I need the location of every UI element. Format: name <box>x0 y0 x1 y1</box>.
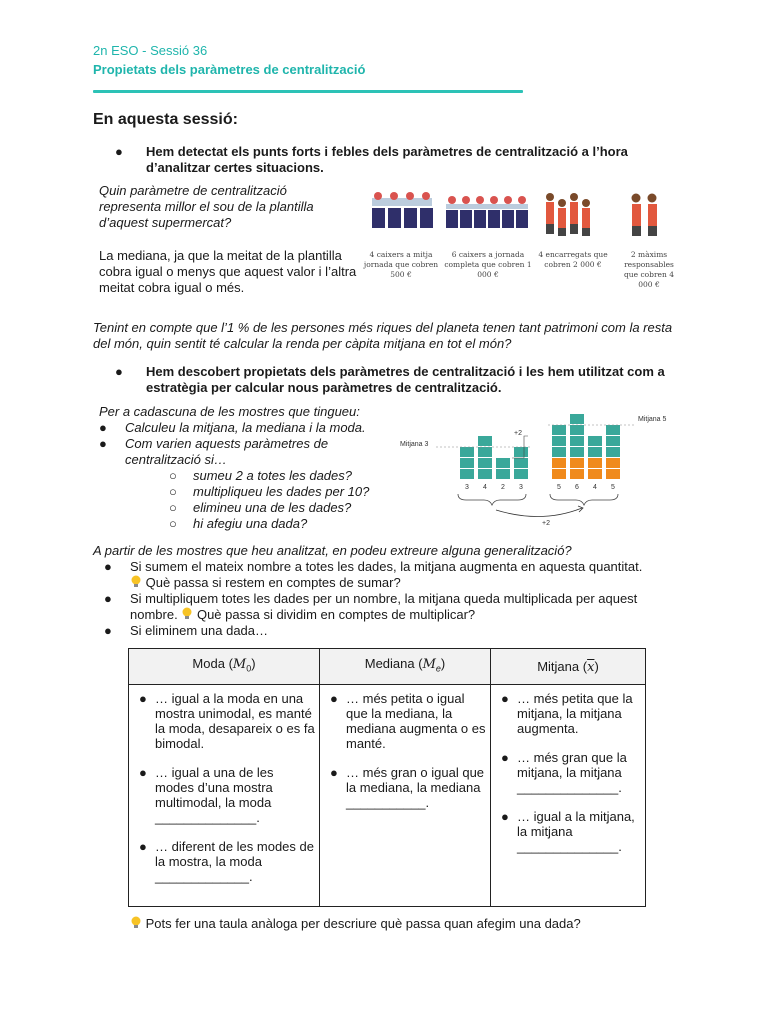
tick-label: 2 <box>501 484 505 491</box>
bullet-dot: ● <box>104 623 112 638</box>
lightbulb-icon <box>130 916 142 930</box>
centralization-table <box>128 648 646 907</box>
bullet-dot: ● <box>139 691 147 706</box>
list-item <box>495 750 641 795</box>
bar-segment <box>514 458 528 468</box>
generalization-item <box>104 559 644 591</box>
table-cell-mean <box>491 685 646 907</box>
samples-subitem <box>99 500 399 516</box>
circle-bullet: ○ <box>169 500 177 515</box>
bar-segment <box>588 458 602 468</box>
bullet-dot: ● <box>104 591 112 606</box>
bullet-item-detected <box>93 144 673 176</box>
bar-segment <box>606 436 620 446</box>
generalization-tip: Què passa si dividim en comptes de multiplicar? <box>196 607 476 622</box>
cell-text: … igual a una de les modes d’una mostra multimodal, la moda ______________. <box>155 765 274 825</box>
cell-text: … igual a la moda en una mostra unimodal, es manté la moda, desapareix o es fa bimodal. <box>155 691 315 751</box>
workers-illustration <box>360 188 680 298</box>
bar-segment <box>478 447 492 457</box>
bar-segment <box>570 436 584 446</box>
generalization-statement: Si sumem el mateix nombre a totes les dades, la mitjana augmenta en aquesta quantitat. <box>130 559 643 574</box>
question-world-income: Tenint en compte que l’1 % de les persones més riques del planeta tenen tant patrimoni com la resta del món, quin sentit té calcular la renda per càpita mitjana en tot el món? <box>93 320 673 351</box>
samples-subitem-text: hi afegiu una dada? <box>193 516 308 531</box>
bar-segment <box>478 436 492 446</box>
list-item <box>133 691 315 751</box>
table-row <box>129 685 646 907</box>
bullet-text: Hem descobert propietats dels paràmetres de centralització i les hem utilitzat com a estratègia per calcular nous paràmetres de centralització. <box>146 364 665 395</box>
bar-segment <box>570 447 584 457</box>
final-tip <box>130 916 581 931</box>
cashiers-part-time-figure <box>372 192 433 228</box>
bullet-dot: ● <box>330 765 338 780</box>
caption-managers: 4 encarregats que cobren 2 000 € <box>538 250 608 269</box>
table-header-row <box>129 649 646 685</box>
generalization-statement: Si eliminem una dada… <box>130 623 269 638</box>
bullet-dot: ● <box>330 691 338 706</box>
answer-supermarket: La mediana, ja que la meitat de la plantilla cobra igual o menys que aquest valor i l’altra meitat cobra igual o més. <box>99 248 357 295</box>
samples-subitem-text: elimineu una de les dades? <box>193 500 352 515</box>
bullet-dot: ● <box>501 809 509 824</box>
bar-segment <box>606 469 620 479</box>
workers-drawing <box>360 188 680 246</box>
samples-subitem <box>99 468 399 484</box>
lightbulb-icon <box>130 575 142 589</box>
bullet-dot: ● <box>501 691 509 706</box>
lightbulb-icon <box>181 607 193 621</box>
list-item <box>324 691 486 751</box>
bar-segment <box>514 447 528 457</box>
bar-segment <box>606 447 620 457</box>
bullet-dot: ● <box>115 364 123 379</box>
bar-segment <box>588 436 602 446</box>
circle-bullet: ○ <box>169 468 177 483</box>
tick-label: 5 <box>611 484 615 491</box>
samples-intro: Per a cadascuna de les mostres que tingueu: <box>99 404 360 419</box>
generalization-statement: Si multipliquem totes les dades per un nombre, la mitjana queda multiplicada per aquest nombre. <box>130 591 638 622</box>
bar-segment <box>570 458 584 468</box>
list-item <box>495 809 641 854</box>
mean-left-label: Mitjana 3 <box>400 441 429 448</box>
bar-segment <box>478 469 492 479</box>
bullet-dot: ● <box>501 750 509 765</box>
tick-label: 3 <box>465 484 469 491</box>
bar-segment <box>570 425 584 435</box>
bar-segment <box>606 425 620 435</box>
brace-right <box>550 494 618 505</box>
tick-label: 3 <box>519 484 523 491</box>
cell-text: … més petita que la mitjana, la mitjana augmenta. <box>517 691 633 736</box>
bar-segment <box>496 458 510 468</box>
cell-text: … diferent de les modes de la mostra, la moda _____________. <box>155 839 314 884</box>
circle-bullet: ○ <box>169 484 177 499</box>
circle-bullet: ○ <box>169 516 177 531</box>
managers-figure <box>546 193 590 236</box>
bar-segment <box>552 458 566 468</box>
generalization-item-text <box>130 559 644 591</box>
question-supermarket: Quin paràmetre de centralització representa millor el sou de la plantilla d’aquest supermercat? <box>99 183 314 230</box>
caption-top-managers: 2 màxims responsables que cobren 4 000 € <box>624 250 674 289</box>
list-item <box>495 691 641 736</box>
bullet-dot: ● <box>139 765 147 780</box>
tick-label: 6 <box>575 484 579 491</box>
table-cell-mode <box>129 685 320 907</box>
bar-segment <box>460 447 474 457</box>
page-title: Propietats dels paràmetres de centralització <box>93 62 366 77</box>
cell-text: … més gran o igual que la mediana, la mediana ___________. <box>346 765 485 810</box>
bar-segment <box>552 425 566 435</box>
header-text: Mitjana <box>537 658 580 674</box>
cell-text: … més petita o igual que la mediana, la mediana augmenta o es manté. <box>346 691 486 751</box>
plus-two-annotation-bottom: +2 <box>542 520 550 527</box>
generalization-item <box>104 591 644 623</box>
list-item <box>324 765 486 810</box>
caption-cashiers-full-time: 6 caixers a jornada completa que cobren 1 000 € <box>444 250 532 279</box>
bar-segment <box>552 447 566 457</box>
bar-segment <box>588 447 602 457</box>
bar-segment <box>496 469 510 479</box>
mean-right-label: Mitjana 5 <box>638 416 667 423</box>
samples-item-text: Com varien aquests paràmetres de centralització si… <box>125 436 329 467</box>
header-text: Mediana <box>364 656 415 672</box>
course-label: 2n ESO - Sessió 36 <box>93 43 208 58</box>
generalization-tip: Què passa si restem en comptes de sumar? <box>145 575 401 590</box>
table-cell-median <box>320 685 491 907</box>
bar-segment <box>460 458 474 468</box>
generalization-question: A partir de les mostres que heu analitzat, en podeu extreure alguna generalització? <box>93 543 572 558</box>
final-tip-text: Pots fer una taula anàloga per descriure què passa quan afegim una dada? <box>145 916 581 931</box>
header-text: Moda <box>192 656 225 672</box>
bar-segment <box>514 469 528 479</box>
bullet-text: Hem detectat els punts forts i febles dels paràmetres de centralització a l’hora d’analitzar certes situacions. <box>146 144 628 175</box>
samples-item-text: Calculeu la mitjana, la mediana i la moda. <box>125 420 366 435</box>
samples-subitem <box>99 484 399 500</box>
cashiers-full-time-figure <box>446 196 528 228</box>
plus-two-annotation-top: +2 <box>514 430 522 437</box>
samples-subitem-text: multipliqueu les dades per 10? <box>193 484 370 499</box>
list-item <box>133 839 315 884</box>
generalization-item <box>104 623 644 639</box>
top-managers-figure <box>632 194 658 237</box>
samples-item <box>99 420 399 436</box>
table-header-median: Mediana $(M_e)$ <box>320 649 491 685</box>
tick-label: 4 <box>483 484 487 491</box>
bar-segment <box>552 469 566 479</box>
generalization-item-text <box>130 591 644 623</box>
tick-label: 5 <box>557 484 561 491</box>
header-divider <box>93 90 523 93</box>
bullet-dot: ● <box>104 559 112 574</box>
cell-text: … igual a la mitjana, la mitjana ______________. <box>517 809 635 854</box>
caption-cashiers-part-time: 4 caixers a mitja jornada que cobren 500 € <box>363 250 439 279</box>
bullet-dot: ● <box>115 144 123 159</box>
bullet-dot: ● <box>139 839 147 854</box>
bullet-dot: ● <box>99 420 107 435</box>
bar-segment <box>606 458 620 468</box>
chart-svg <box>398 404 688 534</box>
samples-item <box>99 436 399 468</box>
samples-subitem-text: sumeu 2 a totes les dades? <box>193 468 352 483</box>
cell-text: … més gran que la mitjana, la mitjana ______________. <box>517 750 627 795</box>
bar-segment <box>570 469 584 479</box>
generalization-list <box>104 559 644 639</box>
brace-left <box>458 494 526 505</box>
bar-segment <box>570 414 584 424</box>
section-heading: En aquesta sessió: <box>93 111 238 128</box>
table-header-mode: Moda $(M_0)$ <box>129 649 320 685</box>
bullet-dot: ● <box>99 436 107 451</box>
samples-instructions <box>99 404 399 532</box>
samples-subitem <box>99 516 399 532</box>
mean-shift-chart <box>398 404 688 534</box>
tick-label: 4 <box>593 484 597 491</box>
bullet-item-discovered <box>93 364 693 396</box>
bar-segment <box>588 469 602 479</box>
bar-segment <box>460 469 474 479</box>
shift-arrow <box>496 508 582 517</box>
bar-segment <box>478 458 492 468</box>
table-header-mean: Mitjana $(\overline{x})$ <box>491 649 646 685</box>
list-item <box>133 765 315 825</box>
bar-segment <box>552 436 566 446</box>
